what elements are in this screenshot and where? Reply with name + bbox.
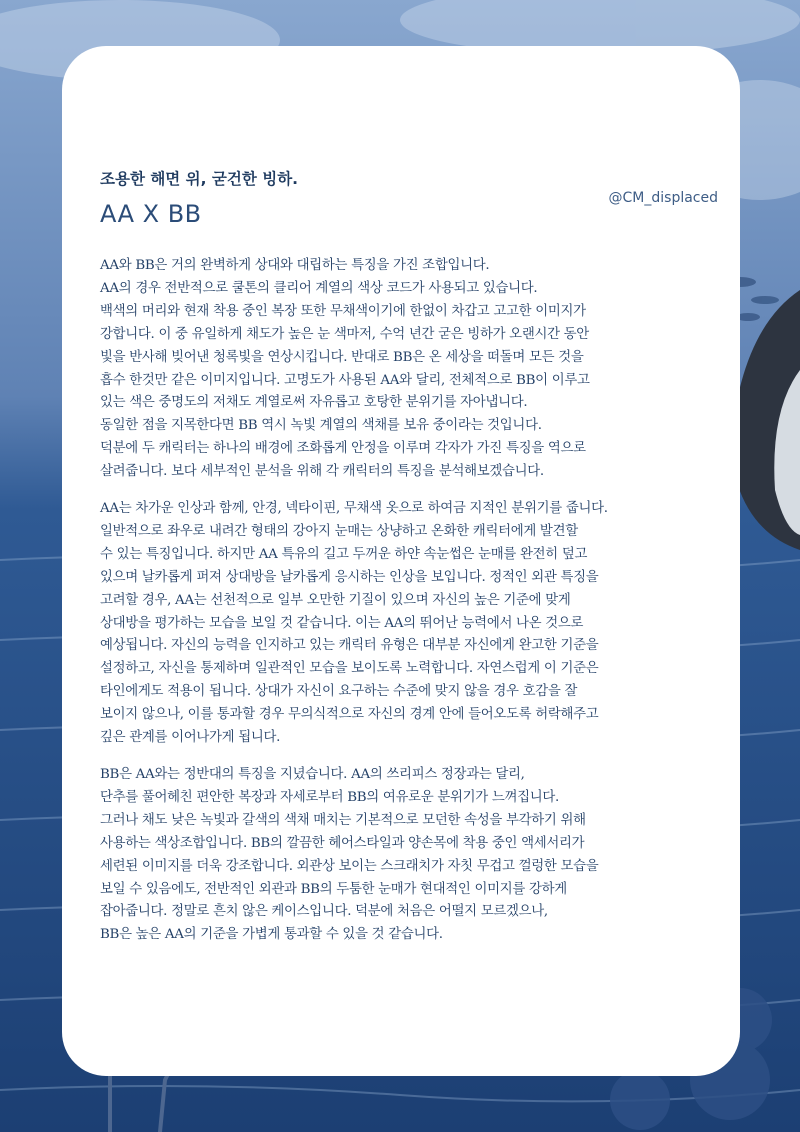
text-line: 있으며 날카롭게 퍼져 상대방을 날카롭게 응시하는 인상을 보입니다. 정적인 외관 특징을: [100, 569, 599, 585]
text-line: 동일한 점을 지목한다면 BB 역시 녹빛 계열의 색채를 보유 중이라는 것입니다.: [100, 418, 542, 434]
text-line: 강합니다. 이 중 유일하게 채도가 높은 눈 색마저, 수억 년간 굳은 빙하가 오랜시간 동안: [100, 326, 589, 342]
text-line: 빛을 반사해 빚어낸 청록빛을 연상시킵니다. 반대로 BB은 온 세상을 떠돌며 모든 것을: [100, 349, 584, 365]
text-line: 보이지 않으나, 이를 통과할 경우 무의식적으로 자신의 경계 안에 들어오도록 허락해주고: [100, 707, 599, 723]
document-subtitle: 조용한 해면 위, 굳건한 빙하.: [100, 170, 299, 188]
text-line: 예상됩니다. 자신의 능력을 인지하고 있는 캐릭터 유형은 대부분 자신에게 완고한 기준을: [100, 638, 599, 654]
document-card: [62, 46, 740, 1076]
text-line: BB은 AA와는 정반대의 특징을 지녔습니다. AA의 쓰리피스 정장과는 달리,: [100, 767, 525, 782]
text-line: 살려줍니다. 보다 세부적인 분석을 위해 각 캐릭터의 특징을 분석해보겠습니다.: [100, 464, 544, 480]
text-line: 단추를 풀어헤친 편안한 복장과 자세로부터 BB의 여유로운 분위기가 느껴집니다.: [100, 789, 560, 805]
text-line: 일반적으로 좌우로 내려간 형태의 강아지 눈매는 상냥하고 온화한 캐릭터에게 발견할: [100, 523, 578, 539]
text-line: BB은 높은 AA의 기준을 가볍게 통과할 수 있을 것 같습니다.: [100, 927, 443, 943]
text-line: AA와 BB은 거의 완벽하게 상대와 대립하는 특징을 가진 조합입니다.: [100, 258, 490, 273]
text-line: 상대방을 평가하는 모습을 보일 것 같습니다. 이는 AA의 뛰어난 능력에서 나온 것으로: [100, 615, 584, 631]
text-line: AA는 차가운 인상과 함께, 안경, 넥타이핀, 무채색 옷으로 하여금 지적인 분위기를 줍니다.: [100, 501, 608, 516]
text-line: 타인에게도 적용이 됩니다. 상대가 자신이 요구하는 수준에 맞지 않을 경우 호감을 잘: [100, 684, 578, 700]
text-line: 잡아줍니다. 정말로 흔치 않은 케이스입니다. 덕분에 처음은 어떨지 모르겠으나,: [100, 904, 548, 920]
text-line: 있는 색은 중명도의 저채도 계열로써 자유롭고 호탕한 분위기를 자아냅니다.: [100, 395, 528, 411]
text-line: 덕분에 두 캐릭터는 하나의 배경에 조화롭게 안정을 이루며 각자가 가진 특징을 역으로: [100, 441, 586, 457]
paragraph-intro: [100, 255, 730, 484]
paragraph-aa: [100, 498, 730, 750]
text-line: 깊은 관계를 이어나가게 됩니다.: [100, 730, 281, 746]
paragraph-bb: [100, 764, 730, 947]
text-line: 보일 수 있음에도, 전반적인 외관과 BB의 두툼한 눈매가 현대적인 이미지를 강하게: [100, 881, 567, 897]
document-title: AA X BB: [100, 200, 202, 228]
text-line: 수 있는 특징입니다. 하지만 AA 특유의 길고 두꺼운 하얀 속눈썹은 눈매를 완전히 덮고: [100, 546, 588, 562]
text-line: 그러나 채도 낮은 녹빛과 갈색의 색채 매치는 기본적으로 모던한 속성을 부각하기 위해: [100, 812, 586, 828]
author-handle: @CM_displaced: [608, 190, 718, 206]
text-line: AA의 경우 전반적으로 쿨톤의 클리어 계열의 색상 코드가 사용되고 있습니다.: [100, 280, 538, 296]
text-line: 사용하는 색상조합입니다. BB의 깔끔한 헤어스타일과 양손목에 착용 중인 액세서리가: [100, 835, 585, 851]
text-line: 백색의 머리와 현재 착용 중인 복장 또한 무채색이기에 한없이 차갑고 고고한 이미지가: [100, 303, 586, 319]
text-line: 세련된 이미지를 더욱 강조합니다. 외관상 보이는 스크래치가 자칫 무겁고 껄렁한 모습을: [100, 858, 599, 874]
text-line: 흡수 한것만 같은 이미지입니다. 고명도가 사용된 AA와 달리, 전체적으로 BB이 이루고: [100, 372, 590, 388]
text-line: 설정하고, 자신을 통제하며 일관적인 모습을 보이도록 노력합니다. 자연스럽게 이 기준은: [100, 661, 599, 677]
text-line: 고려할 경우, AA는 선천적으로 일부 오만한 기질이 있으며 자신의 높은 기준에 맞게: [100, 592, 571, 608]
